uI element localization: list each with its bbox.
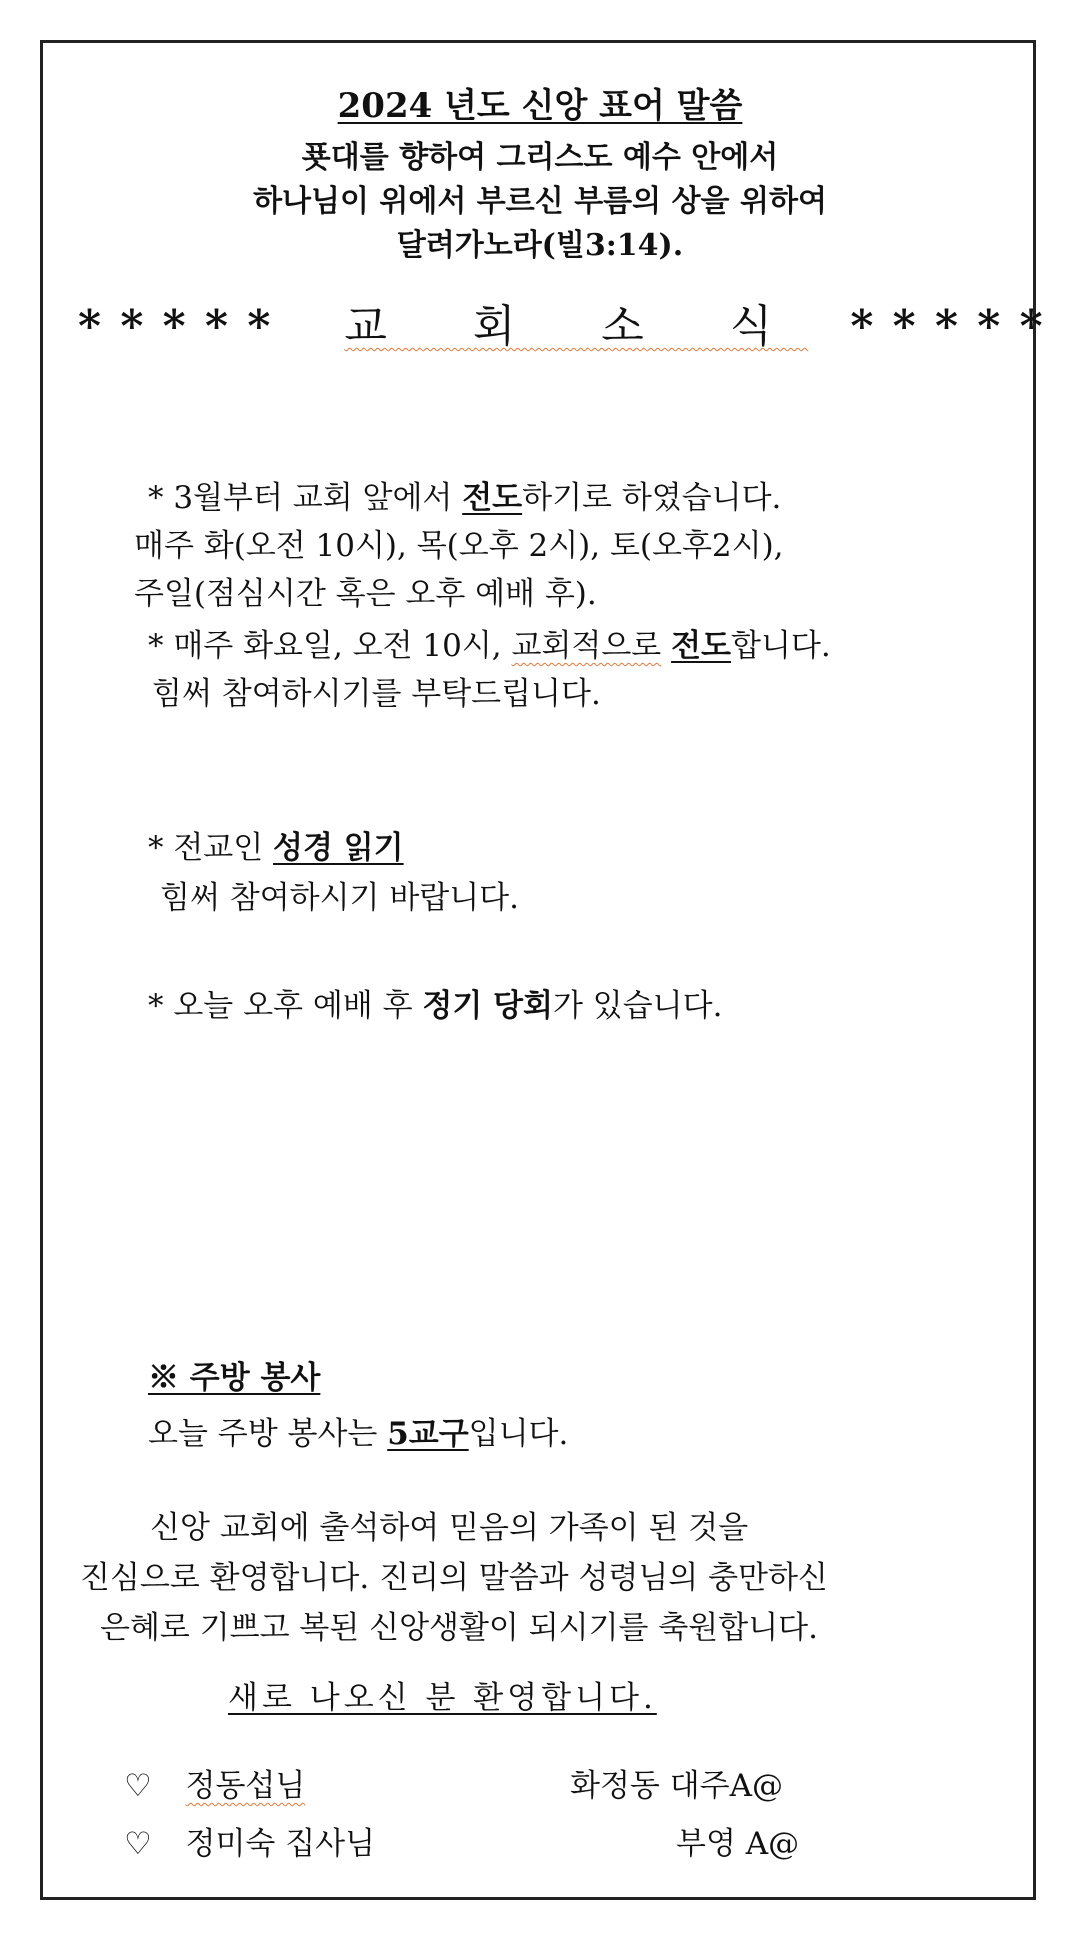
kitchen-line: 오늘 주방 봉사는 5교구입니다. — [148, 1416, 569, 1452]
bulletin-title: 2024 년도 신앙 표어 말씀 — [337, 86, 743, 126]
bible-reading-bold: 성경 읽기 — [273, 830, 404, 866]
evangelism-line-3: 주일(점심시간 혹은 오후 예배 후). — [134, 576, 597, 612]
evangelism-line-1: * 3월부터 교회 앞에서 전도하기로 하였습니다. — [148, 480, 782, 516]
evangelism-bold-1: 전도 — [462, 480, 523, 516]
evangelism-bold-2: 전도 — [671, 628, 731, 664]
meeting-bold: 정기 당회 — [422, 988, 553, 1024]
news-stars-right: * * * * * — [850, 301, 1045, 352]
evangelism-collective: 교회적으로 — [511, 628, 662, 664]
news-label: 교 회 소 식 — [344, 301, 809, 352]
welcome-headline: 새로 나오신 분 환영합니다. — [228, 1680, 657, 1716]
news-heading — [78, 290, 1045, 354]
newcomer-1-place: 화정동 대주A@ — [570, 1768, 783, 1804]
welcome-line-1: 신앙 교회에 출석하여 믿음의 가족이 된 것을 — [150, 1510, 749, 1546]
kitchen-bold: 5교구 — [387, 1416, 469, 1452]
newcomer-1-name: 정동섭님 — [185, 1768, 306, 1804]
heart-icon: ♡ — [124, 1768, 152, 1804]
newcomer-2 — [124, 1818, 375, 1863]
verse-line-1: 푯대를 향하여 그리스도 예수 안에서 — [301, 140, 779, 175]
bible-reading-line-1: * 전교인 성경 읽기 — [148, 830, 404, 866]
verse-line-3: 달려가노라(빌3:14). — [396, 228, 684, 263]
newcomer-1 — [124, 1760, 305, 1805]
meeting-line: * 오늘 오후 예배 후 정기 당회가 있습니다. — [148, 988, 723, 1024]
heart-icon: ♡ — [124, 1826, 152, 1862]
welcome-line-2: 진심으로 환영합니다. 진리의 말씀과 성령님의 충만하신 — [80, 1560, 828, 1596]
kitchen-heading: ※ 주방 봉사 — [148, 1360, 321, 1396]
verse-line-2: 하나님이 위에서 부르신 부름의 상을 위하여 — [253, 184, 827, 219]
news-stars-left: * * * * * — [78, 301, 273, 352]
welcome-line-3: 은혜로 기쁘고 복된 신앙생활이 되시기를 축원합니다. — [100, 1610, 818, 1646]
newcomer-2-place: 부영 A@ — [676, 1826, 800, 1862]
evangelism-line-4: * 매주 화요일, 오전 10시, 교회적으로 전도합니다. — [148, 628, 831, 664]
newcomer-2-name: 정미숙 집사님 — [185, 1826, 376, 1862]
evangelism-line-5: 힘써 참여하시기를 부탁드립니다. — [152, 676, 601, 712]
bible-reading-line-2: 힘써 참여하시기 바랍니다. — [160, 880, 519, 916]
evangelism-line-2: 매주 화(오전 10시), 목(오후 2시), 토(오후2시), — [134, 528, 784, 564]
